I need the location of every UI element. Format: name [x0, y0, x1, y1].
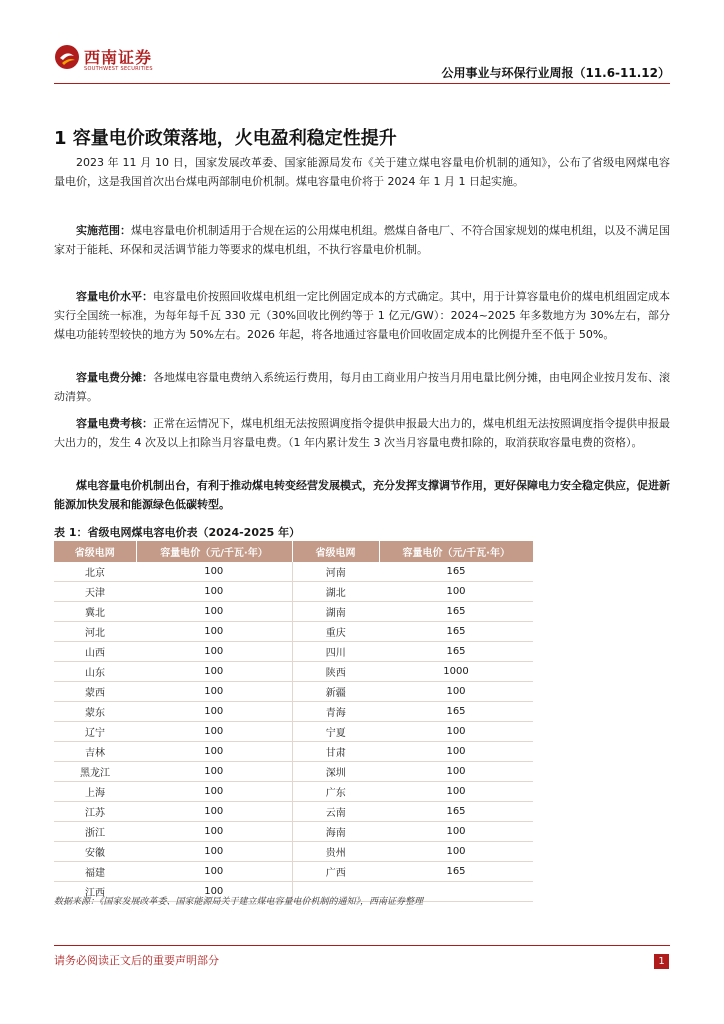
cell-price-left: 100: [136, 742, 292, 762]
cell-grid-right: 甘肃: [292, 742, 379, 762]
cell-price-right: 165: [379, 702, 533, 722]
paragraph-intro: 2023 年 11 月 10 日，国家发展改革委、国家能源局发布《关于建立煤电容量电价机制的通知》，公布了省级电网煤电容量电价，这是我国首次出台煤电两部制电价机制。煤电容量电价将于 2024 年 1 月 1 日起实施。: [54, 156, 670, 188]
cell-grid-right: 重庆: [292, 622, 379, 642]
cell-price-left: 100: [136, 842, 292, 862]
cell-price-right: 100: [379, 842, 533, 862]
logo-english-name: SOUTHWEST SECURITIES: [84, 66, 153, 72]
page-number: 1: [654, 954, 669, 969]
table-row: [54, 582, 533, 602]
logo-mark-icon: [54, 44, 80, 70]
cell-price-left: 100: [136, 682, 292, 702]
table-body: [54, 562, 533, 902]
cell-price-right: 100: [379, 582, 533, 602]
cell-price-left: 100: [136, 622, 292, 642]
cell-price-right: 100: [379, 762, 533, 782]
cell-grid-left: 冀北: [54, 602, 136, 622]
paragraph-fee-allocation: [54, 368, 670, 406]
paragraph-price-level: [54, 287, 670, 344]
table-row: [54, 742, 533, 762]
cell-price-right: 165: [379, 642, 533, 662]
table-row: [54, 762, 533, 782]
header-price-left: 容量电价（元/千瓦·年）: [136, 541, 292, 562]
cell-grid-left: 天津: [54, 582, 136, 602]
cell-grid-left: 辽宁: [54, 722, 136, 742]
table-row: [54, 622, 533, 642]
table-row: [54, 662, 533, 682]
cell-grid-right: 新疆: [292, 682, 379, 702]
cell-price-right: 100: [379, 742, 533, 762]
table-row: [54, 722, 533, 742]
capacity-price-table: [54, 541, 533, 902]
paragraph-scope-text: 煤电容量电价机制适用于合规在运的公用煤电机组。燃煤自备电厂、不符合国家规划的煤电机组，以及不满足国家对于能耗、环保和灵活调节能力等要求的煤电机组，不执行容量电价机制。: [54, 224, 670, 256]
section-title: 1 容量电价政策落地，火电盈利稳定性提升: [54, 128, 397, 149]
cell-grid-left: 河北: [54, 622, 136, 642]
report-title: 公用事业与环保行业周报（11.6-11.12）: [441, 66, 670, 80]
cell-grid-left: 山东: [54, 662, 136, 682]
cell-grid-right: 陕西: [292, 662, 379, 682]
cell-grid-left: 浙江: [54, 822, 136, 842]
company-logo: [54, 44, 164, 78]
cell-grid-left: 蒙西: [54, 682, 136, 702]
table-row: [54, 602, 533, 622]
cell-grid-right: 青海: [292, 702, 379, 722]
cell-price-left: 100: [136, 822, 292, 842]
cell-grid-left: 北京: [54, 562, 136, 582]
paragraph-price-level-text: 电容量电价按照回收煤电机组一定比例固定成本的方式确定。其中，用于计算容量电价的煤电机组固定成本实行全国统一标准，为每年每千瓦 330 元（30%回收比例约等于 1 亿元/GW）：2024~2025 年多数地方为 30%左右，部分煤电功能转型较快的地方为 50%左右。2026 年起，将各地通过容量电价回收固定成本的比例提升至不低于 50%。: [54, 290, 670, 341]
paragraph-fee-assessment: [54, 414, 670, 452]
cell-grid-left: 黑龙江: [54, 762, 136, 782]
table-row: [54, 802, 533, 822]
logo-chinese-name: 西南证券: [84, 48, 153, 67]
header-divider: [54, 83, 670, 84]
table-row: [54, 862, 533, 882]
paragraph-price-level-label: 容量电价水平：: [76, 290, 153, 303]
footer-divider: [54, 945, 670, 946]
cell-grid-right: 贵州: [292, 842, 379, 862]
cell-price-right: 100: [379, 682, 533, 702]
paragraph-conclusion: 煤电容量电价机制出台，有利于推动煤电转变经营发展模式，充分发挥支撑调节作用，更好保障电力安全稳定供应，促进新能源加快发展和能源绿色低碳转型。: [54, 479, 670, 511]
cell-price-left: 100: [136, 862, 292, 882]
paragraph-fee-assessment-text: 正常在运情况下，煤电机组无法按照调度指令提供申报最大出力的，煤电机组无法按照调度指令提供申报最大出力的，发生 4 次及以上扣除当月容量电费。（1 年内累计发生 3 次当月容量电费扣除的，取消获取容量电费的资格）。: [54, 417, 670, 449]
header-grid-left: 省级电网: [54, 541, 136, 562]
cell-price-left: 100: [136, 782, 292, 802]
disclaimer-note: 请务必阅读正文后的重要声明部分: [54, 954, 219, 967]
header-grid-right: 省级电网: [292, 541, 379, 562]
cell-price-right: 100: [379, 722, 533, 742]
cell-grid-right: 海南: [292, 822, 379, 842]
paragraph-scope: [54, 221, 670, 259]
cell-price-right: 165: [379, 862, 533, 882]
paragraph-fee-assessment-label: 容量电费考核：: [76, 417, 153, 430]
cell-price-right: 100: [379, 782, 533, 802]
cell-price-left: 100: [136, 762, 292, 782]
cell-price-left: 100: [136, 642, 292, 662]
table-row: [54, 682, 533, 702]
table-caption: 表 1：省级电网煤电容电价表（2024-2025 年）: [54, 526, 301, 539]
cell-price-right: 165: [379, 562, 533, 582]
table-header-row: [54, 541, 533, 562]
table-row: [54, 842, 533, 862]
cell-price-left: 100: [136, 802, 292, 822]
table-row: [54, 782, 533, 802]
cell-price-left: 100: [136, 722, 292, 742]
cell-grid-right: 广西: [292, 862, 379, 882]
cell-price-left: 100: [136, 582, 292, 602]
paragraph-fee-allocation-label: 容量电费分摊：: [76, 371, 153, 384]
cell-grid-right: 湖北: [292, 582, 379, 602]
cell-price-left: 100: [136, 662, 292, 682]
cell-grid-right: 广东: [292, 782, 379, 802]
cell-grid-left: 山西: [54, 642, 136, 662]
cell-price-right: 165: [379, 602, 533, 622]
paragraph-fee-allocation-text: 各地煤电容量电费纳入系统运行费用，每月由工商业用户按当月用电量比例分摊，由电网企业按月发布、滚动清算。: [54, 371, 670, 403]
cell-price-left: 100: [136, 602, 292, 622]
cell-price-right: 100: [379, 822, 533, 842]
cell-grid-left: 上海: [54, 782, 136, 802]
cell-grid-right: 湖南: [292, 602, 379, 622]
cell-price-right: 1000: [379, 662, 533, 682]
data-source-note: 数据来源：《国家发展改革委、国家能源局关于建立煤电容量电价机制的通知》，西南证券整理: [54, 897, 424, 907]
cell-price-right: 165: [379, 622, 533, 642]
paragraph-scope-label: 实施范围：: [76, 224, 131, 237]
table-row: [54, 822, 533, 842]
cell-price-left: 100: [136, 882, 292, 902]
table-row: [54, 642, 533, 662]
cell-grid-left: 江西: [54, 882, 136, 902]
cell-grid-left: 福建: [54, 862, 136, 882]
cell-grid-right: 宁夏: [292, 722, 379, 742]
cell-grid-left: 蒙东: [54, 702, 136, 722]
table-row: [54, 562, 533, 582]
cell-grid-right: 云南: [292, 802, 379, 822]
header-price-right: 容量电价（元/千瓦·年）: [379, 541, 533, 562]
cell-grid-right: 河南: [292, 562, 379, 582]
cell-grid-right: 四川: [292, 642, 379, 662]
table-row: [54, 702, 533, 722]
cell-grid-left: 江苏: [54, 802, 136, 822]
cell-price-right: 165: [379, 802, 533, 822]
cell-price-left: 100: [136, 702, 292, 722]
cell-grid-left: 吉林: [54, 742, 136, 762]
cell-grid-left: 安徽: [54, 842, 136, 862]
cell-price-left: 100: [136, 562, 292, 582]
cell-grid-right: 深圳: [292, 762, 379, 782]
